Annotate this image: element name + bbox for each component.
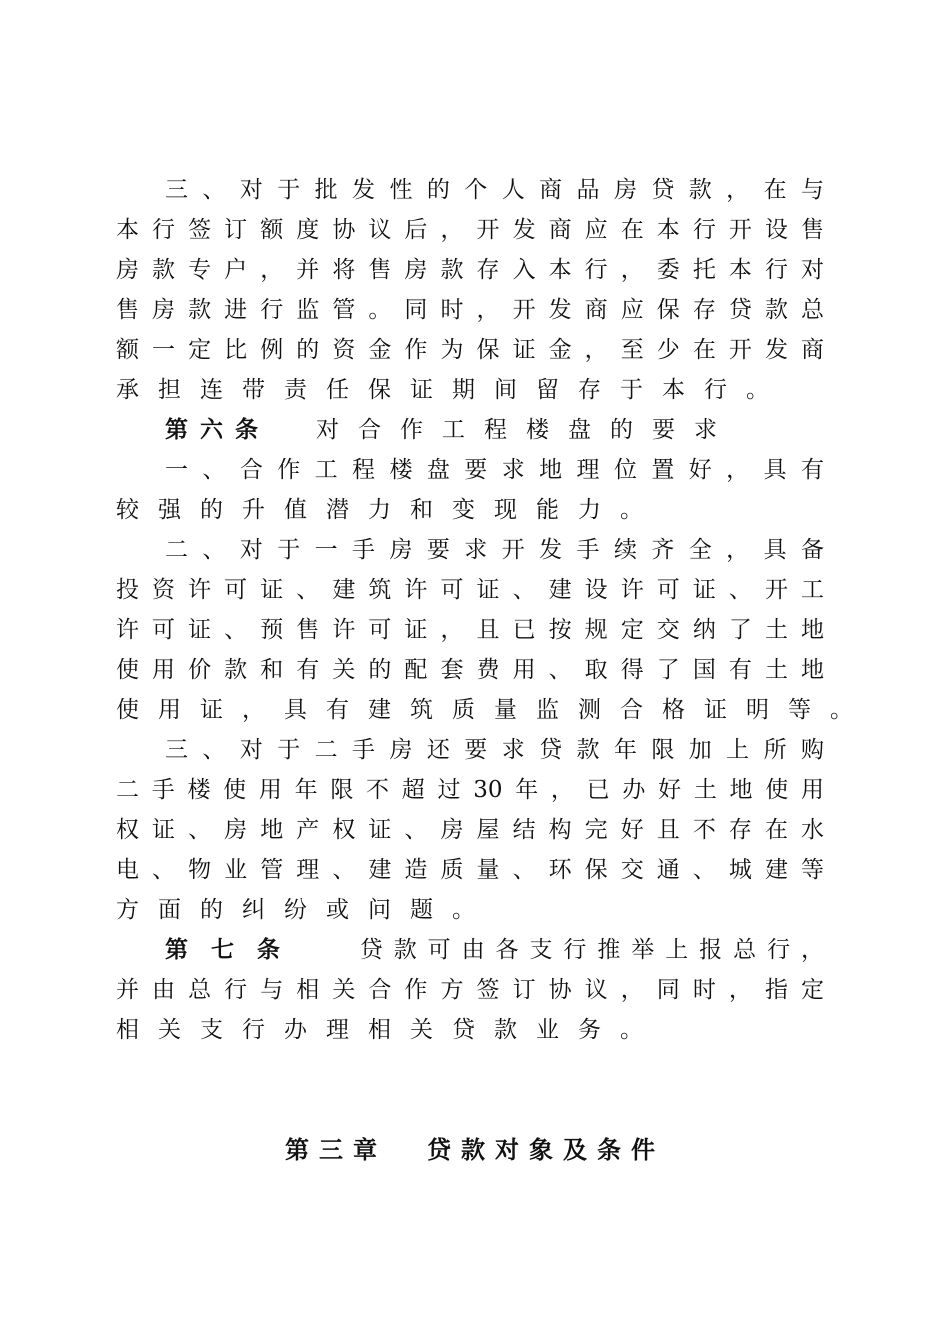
article-6-title: 对合作工程楼盘的要求 (316, 417, 736, 443)
paragraph-line: 二手楼使用年限不超过30年，已办好土地使用 (116, 777, 824, 803)
paragraph-line: 电、物业管理、建造质量、环保交通、城建等 (116, 857, 824, 883)
paragraph-line: 权证、房地产权证、房屋结构完好且不存在水 (116, 817, 824, 843)
article-6-heading (165, 410, 824, 450)
chapter-title: 贷款对象及条件 (427, 1136, 665, 1164)
paragraph-line: 三、对于二手房还要求贷款年限加上所购 (165, 737, 824, 763)
paragraph-line: 售房款进行监管。同时，开发商应保存贷款总 (116, 297, 824, 323)
paragraph-line: 使用证，具有建筑质量监测合格证明等。 (116, 697, 872, 723)
paragraph-line: 三、对于批发性的个人商品房贷款，在与 (165, 177, 824, 203)
paragraph-line: 额一定比例的资金作为保证金，至少在开发商 (116, 337, 824, 363)
article-7-line (165, 930, 824, 970)
paragraph-line: 较强的升值潜力和变现能力。 (116, 497, 662, 523)
paragraph-line: 并由总行与相关合作方签订协议，同时，指定 (116, 977, 824, 1003)
chapter-label: 第三章 (285, 1136, 387, 1164)
article-7-text: 贷款可由各支行推举上报总行， (348, 937, 825, 963)
paragraph-line: 许可证、预售许可证，且已按规定交纳了土地 (116, 617, 824, 643)
chapter-heading (0, 1130, 950, 1170)
paragraph-line: 承担连带责任保证期间留存于本行。 (116, 377, 788, 403)
paragraph-line: 方面的纠纷或问题。 (116, 897, 494, 923)
paragraph-line: 相关支行办理相关贷款业务。 (116, 1017, 662, 1043)
paragraph-line: 二、对于一手房要求开发手续齐全，具备 (165, 537, 824, 563)
paragraph-line: 投资许可证、建筑许可证、建设许可证、开工 (116, 577, 824, 603)
paragraph-line: 一、合作工程楼盘要求地理位置好，具有 (165, 457, 824, 483)
article-6-label: 第六条 (165, 417, 270, 443)
paragraph-line: 房款专户，并将售房款存入本行，委托本行对 (116, 257, 824, 283)
paragraph-line: 本行签订额度协议后，开发商应在本行开设售 (116, 217, 824, 243)
article-7-label: 第七条 (165, 937, 303, 963)
paragraph-line: 使用价款和有关的配套费用、取得了国有土地 (116, 657, 824, 683)
